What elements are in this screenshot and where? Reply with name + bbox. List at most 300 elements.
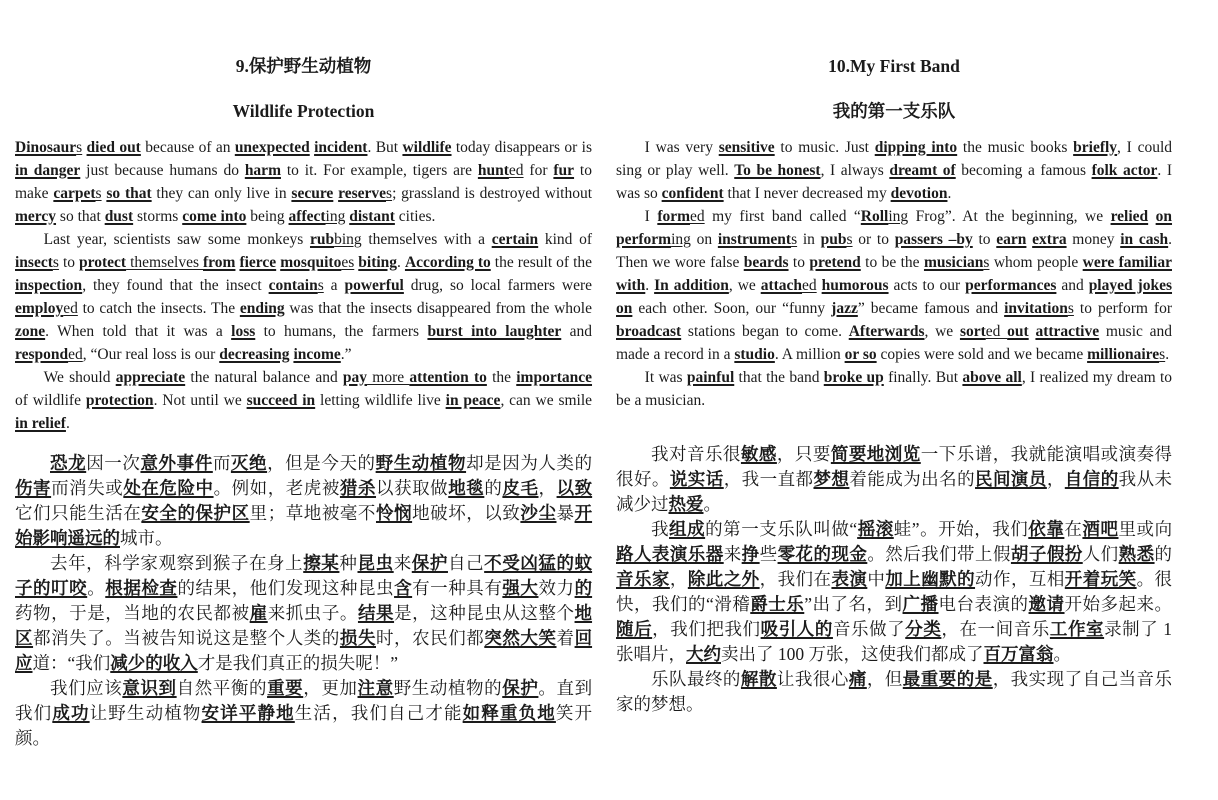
keyword-term: form [657, 208, 691, 225]
text-run: 药物，于是，当地的农民都被 [15, 603, 250, 623]
text-run: ，但是今天的 [267, 453, 376, 473]
keyword-term: 处在危险中 [123, 478, 214, 498]
text-run: drug, so local farmers were [403, 277, 592, 294]
text-run: 。然后我们带上假 [867, 544, 1011, 564]
keyword-term: extra [1032, 231, 1067, 248]
underlined-run: s [846, 231, 853, 248]
text-run: 我对音乐很 [651, 444, 741, 464]
text-run: that the band [734, 369, 824, 386]
text-run: 来抓虫子。 [267, 603, 358, 623]
keyword-term: painful [686, 369, 735, 386]
text-run: I was very [644, 139, 719, 156]
text-run: 自然平衡的 [176, 678, 268, 698]
underlined-run: s [386, 185, 393, 202]
keyword-term: 擦某 [303, 553, 340, 573]
text-run: cities. [394, 208, 436, 225]
text-run: 去年，科学家观察到猴子在身上 [50, 553, 304, 573]
text-run: 让我很心 [776, 669, 849, 689]
text-run: 我从未减少过 [616, 469, 1173, 514]
keyword-term: secure [291, 185, 334, 202]
keyword-term: out [1007, 323, 1029, 340]
text-run: 因一次 [86, 453, 141, 473]
text-run: 里；草地被毫不 [249, 503, 376, 523]
keyword-term: attention to [409, 369, 487, 386]
text-run: 里或向 [1118, 519, 1173, 539]
text-run: 而 [212, 453, 231, 473]
text-run: 动作，互相 [975, 569, 1065, 589]
text-run: my first band called “ [704, 208, 861, 225]
keyword-term: come into [182, 208, 247, 225]
text-run: 些 [759, 544, 778, 564]
text-run: 音乐做了 [832, 619, 906, 639]
keyword-term: relied [1110, 208, 1149, 225]
text-run: of wildlife [15, 392, 86, 409]
keyword-term: 灭绝 [230, 453, 268, 473]
keyword-term: loss [231, 323, 256, 340]
text-run: ，我一直都 [723, 469, 814, 489]
text-run: 的结果，他们发现这种昆虫 [177, 578, 395, 598]
keyword-term: 挣 [741, 544, 760, 564]
keyword-term: attractive [1035, 323, 1100, 340]
text-run: letting wildlife live [315, 392, 446, 409]
keyword-term: or so [844, 346, 877, 363]
text-run: ” became famous and [857, 300, 1005, 317]
text-run: the [486, 369, 517, 386]
keyword-term: passers –by [894, 231, 973, 248]
text-run: 来 [723, 544, 742, 564]
underlined-run: ed [63, 300, 78, 317]
text-run: ， [669, 569, 688, 589]
keyword-term: above all [962, 369, 1022, 386]
article-title-en-left: Wildlife Protection [232, 101, 375, 121]
underlined-run: ing [325, 208, 346, 225]
keyword-term: from [203, 254, 236, 271]
underlined-run: s [983, 254, 990, 271]
keyword-term: 保护 [411, 553, 448, 573]
text-run: 来 [393, 553, 412, 573]
zh-paragraph [616, 442, 1172, 517]
text-run: to perform for [1073, 300, 1172, 317]
keyword-term: According to [404, 254, 491, 271]
underlined-run: s [317, 277, 324, 294]
text-run: .” [340, 346, 352, 363]
keyword-term: broadcast [616, 323, 682, 340]
underlined-run: s [95, 185, 102, 202]
keyword-term: importance [516, 369, 593, 386]
text-run: 人们 [1082, 544, 1119, 564]
text-run: to humans, the farmers [255, 323, 428, 340]
text-run: It was [644, 369, 687, 386]
keyword-term: 酒吧 [1082, 519, 1119, 539]
keyword-term: 熟悉 [1118, 544, 1155, 564]
text-run: was that the insects disappeared from the whole [284, 300, 592, 317]
keyword-term: 强大 [502, 578, 539, 598]
keyword-term: 不受凶猛的蚊子的叮咬 [15, 553, 593, 598]
text-run: 有一种具有 [412, 578, 503, 598]
text-run: Last year, scientists saw some monkeys [43, 231, 310, 248]
keyword-term: protection [85, 392, 154, 409]
keyword-term: dust [104, 208, 134, 225]
keyword-term: millionaire [1087, 346, 1160, 363]
underlined-run: es [341, 254, 355, 271]
text-run: or to [852, 231, 895, 248]
keyword-term: hunt [477, 162, 509, 179]
keyword-term: 表演 [831, 569, 868, 589]
keyword-term: 减少的收入 [110, 653, 198, 673]
text-run: ，更加 [303, 678, 358, 698]
text-run: 我们应该 [50, 678, 123, 698]
keyword-term: jazz [831, 300, 858, 317]
text-run: ， [1046, 469, 1065, 489]
keyword-term: appreciate [115, 369, 186, 386]
english-text-block-right [616, 136, 1172, 412]
keyword-term: 的 [574, 578, 593, 598]
keyword-term: In addition [654, 277, 729, 294]
text-run: ，但 [866, 669, 903, 689]
keyword-term: sensitive [718, 139, 775, 156]
keyword-term: were familiar with [616, 254, 1172, 294]
text-run: 是，这种昆虫从这整个 [394, 603, 575, 623]
keyword-term: 大约 [686, 644, 721, 664]
keyword-term: protect [79, 254, 127, 271]
underlined-run: ed [508, 162, 524, 179]
zh-paragraph [15, 551, 592, 676]
text-run: 才是我们真正的损失呢！” [197, 653, 399, 673]
underlined-run: s [1159, 346, 1166, 363]
text-run: the music books [957, 139, 1074, 156]
text-run: 着能成为出名的 [849, 469, 976, 489]
keyword-term: inspection [15, 277, 83, 294]
keyword-term: 音乐家 [616, 569, 670, 589]
text-run: ，在一间音乐 [941, 619, 1050, 639]
keyword-term: 路人表演乐器 [616, 544, 724, 564]
text-run: 。 [87, 578, 106, 598]
underlined-run: s [1067, 300, 1074, 317]
text-run: . Not until we [153, 392, 247, 409]
keyword-term: perform [616, 231, 672, 248]
text-run: the result of the [490, 254, 593, 271]
text-run: 蛙”。开始，我们 [893, 519, 1029, 539]
text-run: ，我们把我们 [652, 619, 761, 639]
keyword-term: instrument [717, 231, 792, 248]
keyword-term: 自信的 [1064, 469, 1119, 489]
underlined-run: ed [690, 208, 705, 225]
keyword-term: carpet [53, 185, 96, 202]
text-run: . A million [774, 346, 845, 363]
text-run: 道：“我们 [32, 653, 111, 673]
text-run: acts to our [888, 277, 966, 294]
keyword-term: 损失 [339, 628, 376, 648]
text-run: Frog”. At the beginning, we [908, 208, 1111, 225]
text-run: to [788, 254, 810, 271]
underlined-run: themselves [126, 254, 203, 271]
text-run: 地破坏，以致 [412, 503, 521, 523]
keyword-term: 意外事件 [140, 453, 213, 473]
keyword-term: briefly [1073, 139, 1118, 156]
text-run: becoming a famous [955, 162, 1092, 179]
keyword-term: played jokes on [616, 277, 1173, 317]
text-run: to make [15, 162, 592, 202]
text-run: . [645, 277, 655, 294]
keyword-term: Dinosaur [15, 139, 77, 156]
keyword-term: 爵士乐 [750, 594, 805, 614]
keyword-term: 沙尘 [520, 503, 557, 523]
text-run: 在 [1064, 519, 1083, 539]
keyword-term: 含 [394, 578, 413, 598]
text-run: 。例如，老虎被 [213, 478, 340, 498]
keyword-term: beards [743, 254, 789, 271]
keyword-term: 伤害 [15, 478, 52, 498]
text-run: the natural balance and [185, 369, 343, 386]
keyword-term: 热爱 [668, 494, 704, 514]
keyword-term: 结果 [357, 603, 395, 623]
keyword-term: folk actor [1091, 162, 1158, 179]
text-run: , can we smile [500, 392, 593, 409]
keyword-term: 摇滚 [857, 519, 894, 539]
keyword-term: 安详平静地 [201, 703, 295, 723]
text-run: I [644, 208, 658, 225]
text-run: , “Our real loss is our [82, 346, 220, 363]
text-run: 的 [484, 478, 503, 498]
text-run: , I always [820, 162, 890, 179]
keyword-term: 百万富翁 [983, 644, 1054, 664]
keyword-term: performances [965, 277, 1057, 294]
text-run: 。很快，我们的“滑稽 [616, 569, 1173, 614]
text-run: . [397, 254, 405, 271]
keyword-term: ending [239, 300, 285, 317]
keyword-term: 分类 [905, 619, 942, 639]
text-run: to music. Just [774, 139, 875, 156]
keyword-term: 加上幽默的 [885, 569, 976, 589]
text-run: kind of [538, 231, 593, 248]
chinese-text-block-right [616, 442, 1172, 717]
keyword-term: 怜悯 [375, 503, 413, 523]
keyword-term: respond [15, 346, 69, 363]
keyword-term: succeed in [246, 392, 316, 409]
keyword-term: on [1155, 208, 1173, 225]
text-run: and [561, 323, 592, 340]
english-text-block-left [15, 136, 592, 435]
keyword-term: 邀请 [1028, 594, 1065, 614]
text-run: . Then we wore false [616, 231, 1173, 271]
text-run: to [58, 254, 80, 271]
keyword-term: in peace [445, 392, 501, 409]
text-run: 野生动植物的 [393, 678, 503, 698]
underlined-run: ed [68, 346, 83, 363]
text-run: ，只要 [776, 444, 831, 464]
zh-paragraph [616, 517, 1172, 667]
keyword-term: affect [288, 208, 326, 225]
keyword-term: 注意 [357, 678, 394, 698]
text-run: 暴 [556, 503, 575, 523]
text-run: to [972, 231, 997, 248]
en-paragraph [15, 228, 592, 366]
text-run: , they found that the insect [82, 277, 269, 294]
text-run: 效力 [538, 578, 575, 598]
keyword-term: 梦想 [813, 469, 850, 489]
text-run: 都消失了。当被告知说这是整个人类的 [33, 628, 340, 648]
keyword-term: 简要地浏览 [830, 444, 921, 464]
keyword-term: 皮毛 [502, 478, 539, 498]
underlined-run: s [52, 254, 59, 271]
keyword-term: 开着玩笑 [1064, 569, 1137, 589]
underlined-run: ed [802, 277, 817, 294]
text-run: , we [924, 323, 960, 340]
keyword-term: devotion [890, 185, 948, 202]
text-run: ，我们在 [759, 569, 832, 589]
keyword-term: zone [15, 323, 46, 340]
text-run: because of an [140, 139, 235, 156]
keyword-term: invitation [1004, 300, 1068, 317]
text-run: in [797, 231, 821, 248]
keyword-term: 如释重负地 [462, 703, 556, 723]
keyword-term: pretend [809, 254, 861, 271]
text-run: on [690, 231, 718, 248]
text-run: storms [133, 208, 183, 225]
keyword-term: 除此之外 [687, 569, 760, 589]
keyword-term: pay [342, 369, 368, 386]
keyword-term: certain [491, 231, 539, 248]
keyword-term: 野生动植物 [375, 453, 467, 473]
keyword-term: 民间演员 [975, 469, 1047, 489]
keyword-term: contain [268, 277, 318, 294]
text-run: each other. Soon, our “funny [632, 300, 832, 317]
en-paragraph [616, 205, 1172, 366]
keyword-term: 根据检查 [105, 578, 178, 598]
keyword-term: 最重要的是 [902, 669, 993, 689]
keyword-term: 零花的现金 [777, 544, 868, 564]
text-run: 。 [703, 494, 721, 514]
keyword-term: 成功 [52, 703, 90, 723]
keyword-term: 地区 [15, 603, 593, 648]
zh-paragraph [15, 676, 592, 751]
text-run: to catch the insects. The [77, 300, 240, 317]
text-run: 中 [867, 569, 886, 589]
keyword-term: biting [358, 254, 398, 271]
keyword-term: in relief [15, 415, 66, 432]
keyword-term: 地毯 [448, 478, 485, 498]
keyword-term: musician [923, 254, 984, 271]
text-run: , I realized my dream to be a musician. [616, 369, 1172, 409]
keyword-term: 组成 [669, 519, 706, 539]
text-run: 我 [651, 519, 670, 539]
underlined-run: bing [334, 231, 362, 248]
keyword-term: decreasing [219, 346, 290, 363]
en-paragraph [15, 136, 592, 228]
en-paragraph [616, 136, 1172, 205]
underlined-run: ed [985, 323, 1008, 340]
underlined-run: ing [888, 208, 909, 225]
keyword-term: 依靠 [1028, 519, 1065, 539]
text-run: 生活，我们自己才能 [294, 703, 463, 723]
text-run [1148, 208, 1155, 225]
text-run: whom people [989, 254, 1083, 271]
text-run: 自己 [447, 553, 485, 573]
keyword-term: earn [996, 231, 1027, 248]
keyword-term: 广播 [902, 594, 939, 614]
keyword-term: 工作室 [1049, 619, 1105, 639]
keyword-term: confident [661, 185, 724, 202]
text-run: ; grassland is destroyed without [392, 185, 593, 202]
text-run: . But [367, 139, 403, 156]
text-run: . I was so [616, 162, 1172, 202]
keyword-term: 猎杀 [339, 478, 377, 498]
text-run: so that [56, 208, 105, 225]
article-wildlife-protection [15, 0, 592, 751]
text-run: 电台表演的 [938, 594, 1029, 614]
text-run: 却是因为人类的 [466, 453, 593, 473]
text-run: ， [538, 478, 557, 498]
keyword-term: Afterwards [848, 323, 925, 340]
text-run: 种 [339, 553, 358, 573]
text-run: 一下乐谱，我就能演唱或演奏得很好。 [616, 444, 1173, 489]
text-run: 。 [1053, 644, 1071, 664]
underlined-run: more [367, 369, 410, 386]
article-title-zh-left: 9.保护野生动植物 [235, 56, 372, 76]
keyword-term: 胡子假扮 [1010, 544, 1083, 564]
text-run: 着 [556, 628, 575, 648]
keyword-term: wildlife [402, 139, 452, 156]
keyword-term: unexpected [234, 139, 310, 156]
keyword-term: mosquito [280, 254, 342, 271]
text-run: 时，农民们都 [376, 628, 485, 648]
text-run: 开始多起来。 [1064, 594, 1173, 614]
text-run: . [947, 185, 952, 202]
chinese-text-block-left [15, 451, 592, 751]
keyword-term: dreamt of [889, 162, 956, 179]
keyword-term: 安全的保护区 [141, 503, 250, 523]
text-run: , I could sing or play well. [616, 139, 1173, 179]
keyword-term: humorous [821, 277, 889, 294]
article-title-en-right: 10.My First Band [828, 56, 960, 76]
keyword-term: 敏感 [740, 444, 777, 464]
text-run: . [1165, 346, 1170, 363]
text-run: 。直到我们 [15, 678, 593, 723]
keyword-term: 雇 [249, 603, 268, 623]
keyword-term: burst into laughter [427, 323, 562, 340]
keyword-term: 保护 [502, 678, 539, 698]
text-run: that I never decreased my [723, 185, 891, 202]
keyword-term: 开始影响遥远的 [15, 503, 593, 548]
text-run: 城市。 [120, 528, 173, 548]
text-run: , we [728, 277, 761, 294]
text-run: We should [43, 369, 116, 386]
keyword-term: so that [106, 185, 152, 202]
text-run: 的第一支乐队叫做“ [705, 519, 858, 539]
keyword-term: dipping into [874, 139, 958, 156]
keyword-term: employ [15, 300, 64, 317]
text-run: for [523, 162, 554, 179]
en-paragraph [616, 366, 1172, 412]
text-run: stations began to come. [681, 323, 849, 340]
text-run: 让野生动植物 [89, 703, 202, 723]
text-run: 卖出了 100 万张，这使我们都成了 [721, 644, 984, 664]
underlined-run: s [791, 231, 798, 248]
keyword-term: in danger [15, 162, 81, 179]
keyword-term: 说实话 [669, 469, 724, 489]
text-run: ”出了名，到 [804, 594, 903, 614]
keyword-term: 以致 [556, 478, 593, 498]
text-run: copies were sold and we became [876, 346, 1088, 363]
keyword-term: 重要 [267, 678, 304, 698]
keyword-term: 随后 [616, 619, 653, 639]
zh-paragraph [15, 451, 592, 551]
text-run: 笑开颜。 [15, 703, 593, 748]
text-run: 的 [1154, 544, 1173, 564]
text-run: being [246, 208, 289, 225]
text-run: themselves with a [361, 231, 492, 248]
text-run: a [323, 277, 345, 294]
